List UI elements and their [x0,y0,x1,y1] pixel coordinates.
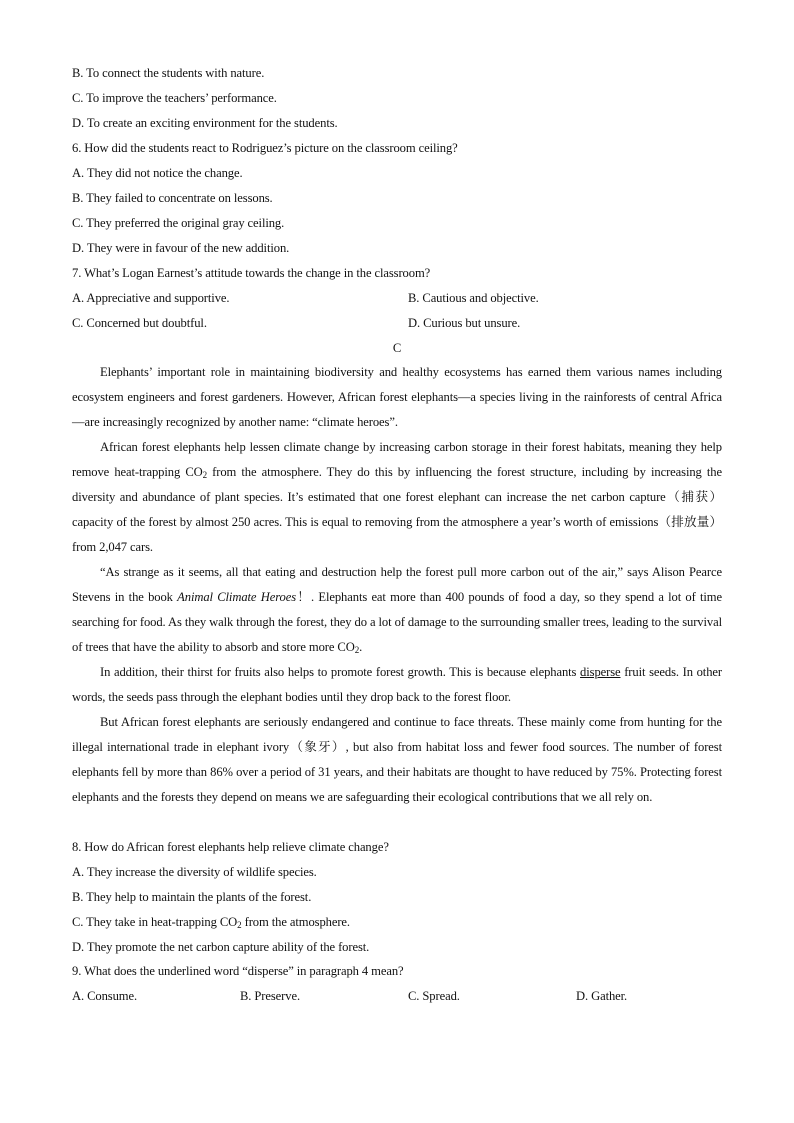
p4-text-a: In addition, their thirst for fruits also helps to promote forest growth. This is because elephants [100,665,581,679]
q5-option-c: C. To improve the teachers’ performance. [72,91,277,105]
q8-option-b: B. They help to maintain the plants of the forest. [72,890,312,904]
p3-text-b: ！. Elephants eat more than 400 pounds of food a day, so they spend a lot of time searching for food. As they walk through the forest, they do a lot of damage to the surrounding smaller trees, leading to the survival of trees that have the ability to absorb and store more CO [72,590,722,654]
q8-option-d: D. They promote the net carbon capture ability of the forest. [72,940,370,954]
passage-paragraph-3 [72,560,722,660]
q8-option-c [72,914,350,930]
q7-option-a: A. Appreciative and supportive. [72,291,230,305]
passage [72,360,722,810]
q9-option-d: D. Gather. [576,989,628,1003]
p2-text-a: African forest elephants help lessen climate change by increasing carbon storage in their forest habitats, meaning they help remove heat-trapping CO [72,440,722,479]
passage-paragraph-2 [72,435,722,560]
q9-option-b: B. Preserve. [240,989,301,1003]
passage-paragraph-1: Elephants’ important role in maintaining biodiversity and healthy ecosystems has earned them various names including ecosystem engineers and forest gardeners. However, African forest elephants—a species living in the rainforests of central Africa—are increasingly recognized by another name: “climate heroes”. [72,365,722,429]
p3-subscript: 2 [354,645,360,655]
p4-text-b: fruit seeds. In other words, the seeds pass through the elephant bodies until they drop back to the forest floor. [72,665,722,704]
q8-option-c-subscript: 2 [237,920,242,930]
q6-option-d: D. They were in favour of the new addition. [72,241,290,255]
p2-text-b: from the atmosphere. They do this by influencing the forest structure, including by increasing the diversity and abundance of plant species. It’s estimated that one forest elephant can increase the net carbon capture（捕获）capacity of the forest by almost 250 acres. This is equal to removing from the atmosphere a year’s worth of emissions（排放量）from 2,047 cars. [72,465,722,554]
section-label: C [392,341,402,355]
q6-option-a: A. They did not notice the change. [72,166,243,180]
passage-paragraph-5: But African forest elephants are seriously endangered and continue to face threats. These mainly come from hunting for the illegal international trade in elephant ivory（象牙）, but also from habitat loss and fewer food sources. The number of forest elephants fell by more than 86% over a period of 31 years, and their habitats are thought to have reduced by 75%. Protecting forest elephants and the forests they depend on means we are safeguarding their ecological contributions that we all rely on. [72,715,722,804]
q7-option-b: B. Cautious and objective. [408,291,539,305]
p3-text-c: . [359,640,363,654]
passage-paragraph-4 [72,660,722,710]
q7-option-d: D. Curious but unsure. [408,316,521,330]
p3-text-a: “As strange as it seems, all that eating and destruction help the forest pull more carbon out of the air,” says Alison Pearce Stevens in the book [72,565,722,604]
p2-subscript: 2 [202,470,208,480]
q7-stem: 7. What’s Logan Earnest’s attitude towards the change in the classroom? [72,266,431,280]
q8-stem: 8. How do African forest elephants help relieve climate change? [72,840,389,854]
q9-option-c: C. Spread. [408,989,460,1003]
q7-option-c: C. Concerned but doubtful. [72,316,207,330]
q8-option-c-text-b: from the atmosphere. [241,915,350,929]
q6-stem: 6. How did the students react to Rodriguez’s picture on the classroom ceiling? [72,141,458,155]
q9-option-a: A. Consume. [72,989,138,1003]
q5-option-b: B. To connect the students with nature. [72,66,265,80]
q6-option-b: B. They failed to concentrate on lessons. [72,191,273,205]
q6-option-c: C. They preferred the original gray ceiling. [72,216,285,230]
book-title: Animal Climate Heroes [177,590,297,604]
q8-option-a: A. They increase the diversity of wildlife species. [72,865,317,879]
q8-option-c-text-a: C. They take in heat-trapping CO [72,915,238,929]
underlined-word: disperse [580,665,621,679]
q5-option-d: D. To create an exciting environment for the students. [72,116,338,130]
q9-stem: 9. What does the underlined word “disperse” in paragraph 4 mean? [72,964,404,978]
